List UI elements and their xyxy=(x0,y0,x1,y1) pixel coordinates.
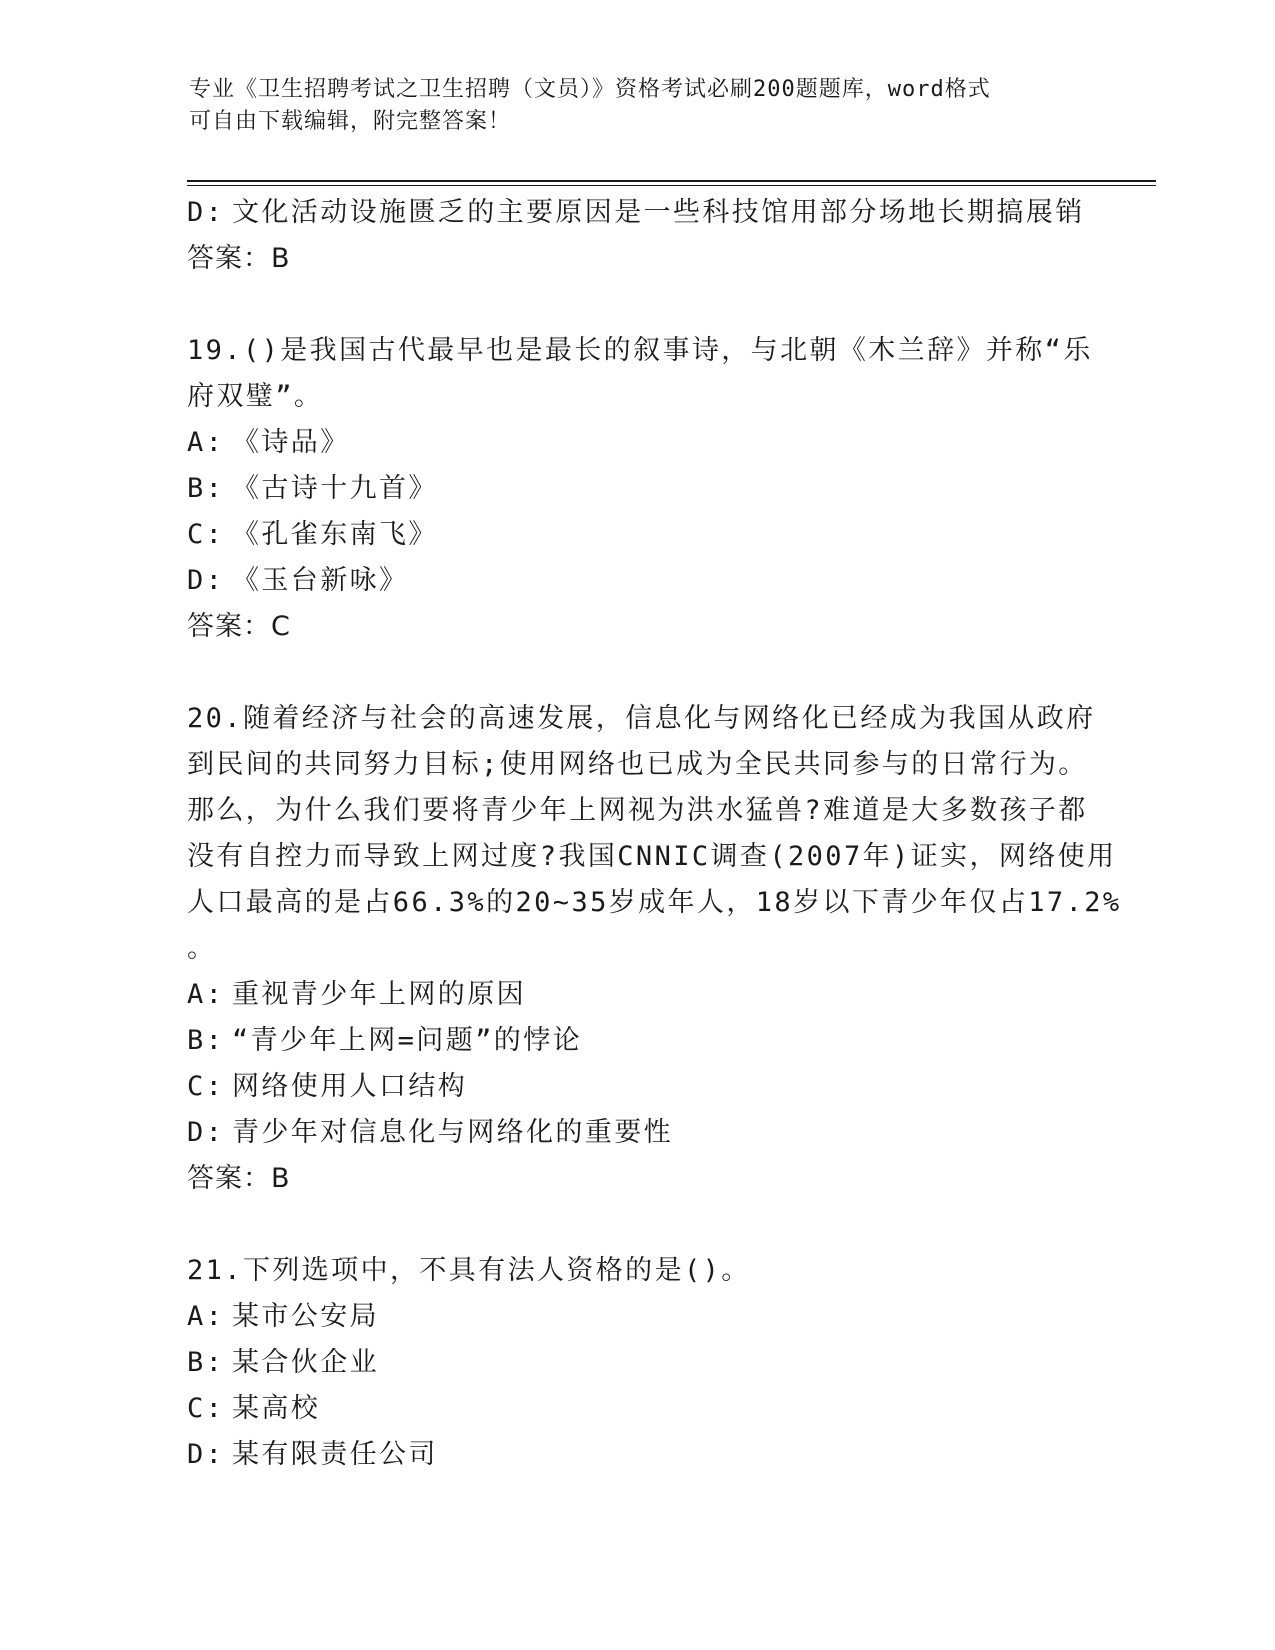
option-text: 文化活动设施匮乏的主要原因是一些科技馆用部分场地长期搞展销 xyxy=(232,197,1085,228)
question-stem-line: 那么，为什么我们要将青少年上网视为洪水猛兽?难道是大多数孩子都 xyxy=(187,795,1088,826)
option-label: B: xyxy=(187,473,225,504)
question-stem-line: 20.随着经济与社会的高速发展，信息化与网络化已经成为我国从政府 xyxy=(187,703,1096,734)
option-a xyxy=(187,1294,1087,1340)
question-stem-line: 府双璧”。 xyxy=(187,381,324,412)
carryover-answer: 答案：B xyxy=(187,243,291,274)
option-label: A: xyxy=(187,1301,225,1332)
option-label: D: xyxy=(187,1117,225,1148)
option-label: B: xyxy=(187,1025,225,1056)
header-divider-thick xyxy=(187,180,1156,182)
option-text: 某有限责任公司 xyxy=(232,1439,438,1470)
option-label: D: xyxy=(187,197,225,228)
document-body xyxy=(187,190,1122,1478)
question-20 xyxy=(187,696,1122,1202)
option-text: 《诗品》 xyxy=(232,427,350,458)
option-label: C: xyxy=(187,1393,225,1424)
option-a xyxy=(187,972,1087,1018)
option-text: 《玉台新咏》 xyxy=(232,565,409,596)
answer: 答案：B xyxy=(187,1163,291,1194)
option-b xyxy=(187,1018,1087,1064)
question-stem-line: 19.()是我国古代最早也是最长的叙事诗，与北朝《木兰辞》并称“乐 xyxy=(187,335,1093,366)
option-text: 网络使用人口结构 xyxy=(232,1071,468,1102)
option-b xyxy=(187,466,1087,512)
question-stem-line: 21.下列选项中，不具有法人资格的是()。 xyxy=(187,1255,751,1286)
question-stem-line: 到民间的共同努力目标;使用网络也已成为全民共同参与的日常行为。 xyxy=(187,749,1088,780)
carryover-option-d xyxy=(187,190,1087,236)
question-stem-line: 没有自控力而导致上网过度?我国CNNIC调查(2007年)证实，网络使用 xyxy=(187,841,1117,872)
option-c xyxy=(187,1386,1087,1432)
header-divider-thin xyxy=(187,185,1156,186)
option-text: 《孔雀东南飞》 xyxy=(232,519,438,550)
question-stem-line: 人口最高的是占66.3%的20~35岁成年人，18岁以下青少年仅占17.2% xyxy=(187,887,1122,918)
option-label: D: xyxy=(187,565,225,596)
spacer xyxy=(187,282,1087,328)
option-label: D: xyxy=(187,1439,225,1470)
spacer xyxy=(187,1202,1087,1248)
option-text: 青少年对信息化与网络化的重要性 xyxy=(232,1117,673,1148)
option-d xyxy=(187,558,1087,604)
option-text: 某市公安局 xyxy=(232,1301,379,1332)
question-21 xyxy=(187,1248,1087,1478)
option-c xyxy=(187,512,1087,558)
spacer xyxy=(187,650,1087,696)
option-text: “青少年上网=问题”的悖论 xyxy=(232,1025,582,1056)
question-19 xyxy=(187,328,1093,650)
option-text: 《古诗十九首》 xyxy=(232,473,438,504)
option-label: C: xyxy=(187,519,225,550)
answer: 答案：C xyxy=(187,611,291,642)
option-label: A: xyxy=(187,979,225,1010)
header-line-2: 可自由下载编辑，附完整答案！ xyxy=(189,109,512,134)
option-label: A: xyxy=(187,427,225,458)
option-label: C: xyxy=(187,1071,225,1102)
option-d xyxy=(187,1110,1087,1156)
page-header xyxy=(189,74,1069,138)
option-label: B: xyxy=(187,1347,225,1378)
option-b xyxy=(187,1340,1087,1386)
option-text: 重视青少年上网的原因 xyxy=(232,979,526,1010)
option-d xyxy=(187,1432,1087,1478)
question-stem-line: 。 xyxy=(187,933,217,964)
option-text: 某合伙企业 xyxy=(232,1347,379,1378)
header-line-1: 专业《卫生招聘考试之卫生招聘（文员）》资格考试必刷200题题库，word格式 xyxy=(189,77,991,102)
option-a xyxy=(187,420,1087,466)
option-text: 某高校 xyxy=(232,1393,321,1424)
option-c xyxy=(187,1064,1087,1110)
